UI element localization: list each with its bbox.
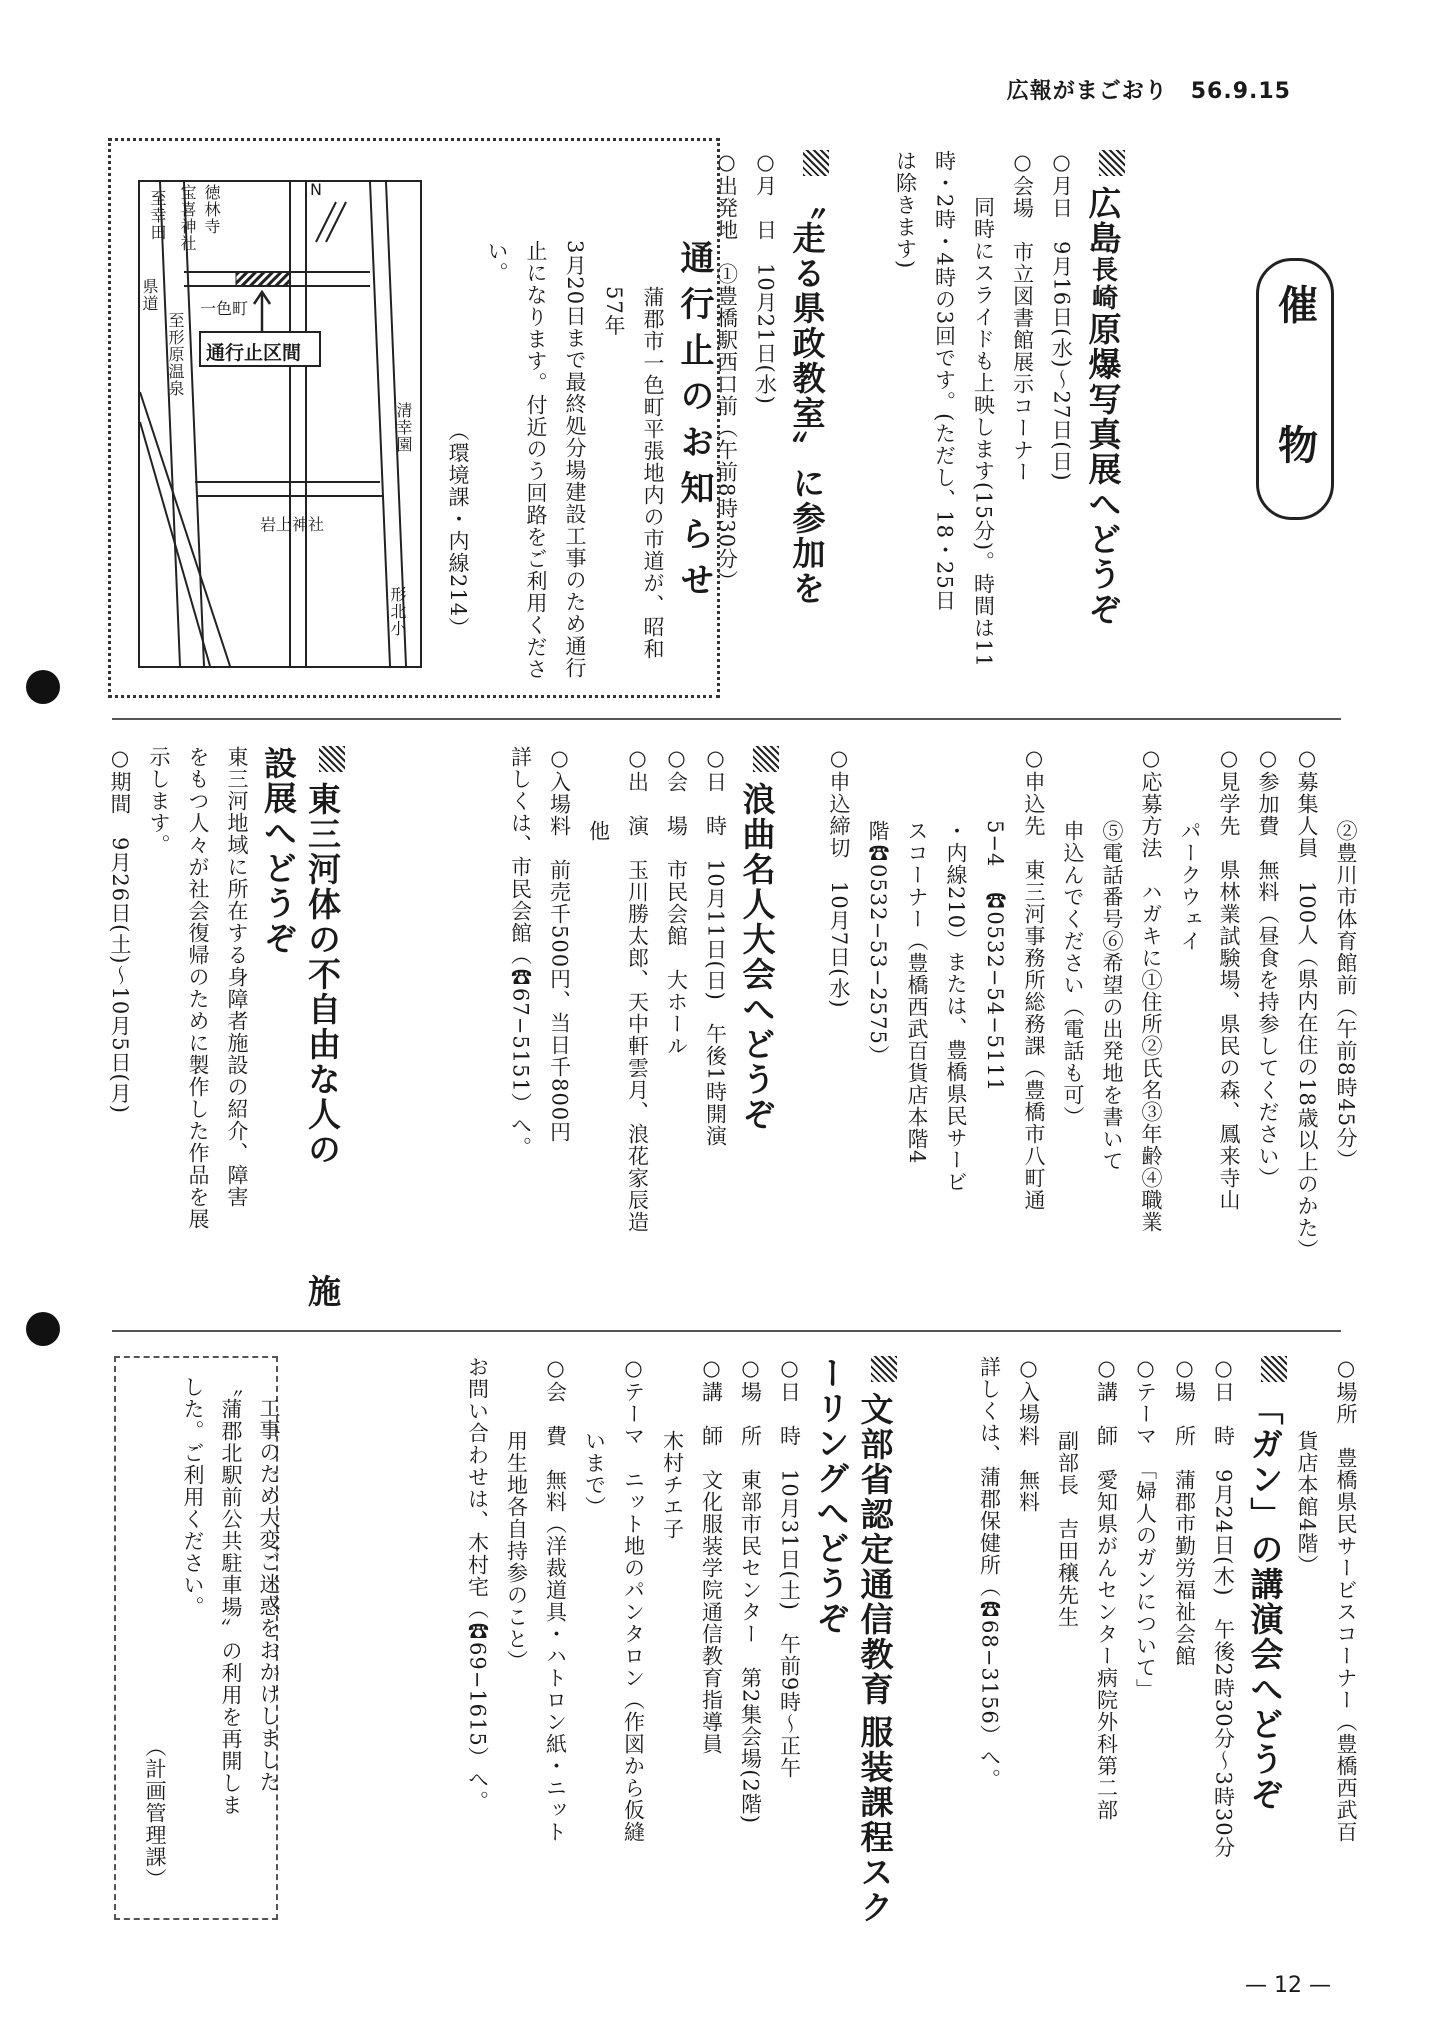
parking-line: した。ご利用ください。 — [181, 1376, 205, 1618]
map-seikouen: 清幸園 — [394, 402, 413, 453]
detail-line: ○見学先 県林業試験場、県民の森、鳳来寺山 — [1217, 746, 1241, 1211]
monbu-line: ○テーマ ニット地のパンタロン（作図から仮縫 — [621, 1356, 646, 1843]
roukyoku-line: ○会 場 市民会館 大ホール — [664, 746, 689, 1057]
genbaku-note: は除きます) — [893, 150, 918, 270]
binder-hole — [26, 1312, 60, 1346]
genbaku-note: 時・2時・4時の3回です。(ただし、18・25日 — [932, 150, 957, 612]
hashiru-detail — [819, 746, 1365, 1316]
gan-line: 詳しくは、蒲郡保健所（☎68−3156）へ。 — [977, 1356, 1002, 1791]
higashimikawa-title: 東三河体の不自由な人の — [303, 746, 342, 1167]
map-closed-section: 通行止区間 — [206, 342, 302, 364]
detail-line: スコーナー（豊橋西武百貨店本階4 — [905, 819, 929, 1164]
detail-line: ○申込締切 10月7日(水) — [827, 746, 851, 1009]
road-closure-line: 3月20日まで最終処分場建設工事のため通行 — [563, 240, 587, 680]
hatch-mark-icon — [1099, 150, 1125, 176]
higashimikawa-line: 示します。 — [147, 746, 171, 856]
detail-line: ・内線210）または、豊橋県民サービ — [944, 819, 968, 1193]
detail-line: 階☎0532−53−2575） — [866, 819, 890, 1067]
roukyoku-line: ○日 時 10月11日(日) 午後1時開演 — [703, 746, 728, 1148]
hatch-mark-icon — [1261, 1356, 1287, 1382]
gan-title: 「ガン」の講演会へどうぞ — [1246, 1356, 1285, 1812]
hatch-mark-icon — [753, 746, 779, 772]
map-to-katahara: 至形原温泉 — [166, 312, 185, 397]
detail-line: ○申込先 東三河事務所総務課（豊橋市八町通 — [1022, 746, 1046, 1211]
higashimikawa-line: 東三河地域に所在する身障者施設の紹介、障害 — [225, 746, 249, 1208]
genbaku-article — [886, 150, 1126, 705]
roukyoku-line: 詳しくは、市民会館（☎67−5151）へ。 — [508, 746, 533, 1159]
monbu-line: ○場 所 東部市民センター 第2集会場(2階) — [738, 1356, 763, 1825]
road-closure-line: 止になります。付近のう回路をご利用くださ — [524, 240, 548, 680]
higashimikawa-article — [100, 746, 345, 1316]
detail-line: ○募集人員 100人（県内在住の18歳以上のかた） — [1295, 746, 1319, 1261]
higashimikawa-line: ○期間 9月26日(土)〜10月5日(月) — [108, 746, 132, 1114]
monbu-title: 文部省認定通信教育 — [856, 1356, 895, 1707]
map-houki-shrine: 宝喜神社 — [178, 184, 197, 252]
map-katakita-school: 形北小 — [388, 586, 407, 637]
hatch-mark-icon — [871, 1356, 897, 1382]
map-kendou: 県道 — [140, 278, 159, 312]
detail-line: ○応募方法 ハガキに①住所②氏名③年齢④職業 — [1139, 746, 1163, 1233]
parking-contact: （計画管理課） — [143, 1736, 167, 1890]
monbu-line: 用生地各自持参のこと） — [504, 1429, 529, 1672]
parking-line: 〝蒲郡北駅前公共駐車場〟の利用を再開しま — [219, 1376, 243, 1816]
gan-line: ○入場料 無料 — [1016, 1356, 1041, 1513]
gan-line: ○場 所 蒲郡市勤労福祉会館 — [1172, 1356, 1197, 1667]
monbu-line: ○日 時 10月31日(土) 午前9時〜正午 — [777, 1356, 802, 1780]
hashiru-date: ○月 日 10月21日(水) — [753, 150, 778, 405]
monbu-title-2: 服装課程スクーリングへどうぞ — [811, 1356, 895, 1925]
parking-text — [136, 1376, 288, 1896]
gan-line: ○日 時 9月24日(木) 午後2時30分〜3時30分 — [1211, 1356, 1236, 1859]
detail-line: ⑤電話番号⑥希望の出発地を書いて — [1100, 819, 1124, 1172]
road-closure-contact: （環境課・内線214） — [446, 420, 470, 640]
hashiru-article — [707, 150, 830, 705]
monbu-line: お問い合わせは、木村宅（☎69−1615）へ。 — [465, 1356, 490, 1813]
roukyoku-line: ○出 演 玉川勝太郎、天中軒雲月、浪花家辰造 — [625, 746, 650, 1233]
detail-line: ②豊川市体育館前（午前8時45分） — [1334, 819, 1358, 1171]
hashiru-title: 〝走る県政教室〟に参加を — [788, 150, 827, 606]
map-north: N — [310, 180, 322, 199]
hatch-mark-icon — [319, 746, 345, 772]
higashimikawa-title-2: 施設展へどうぞ — [259, 746, 342, 1309]
hatch-mark-icon — [803, 150, 829, 176]
gan-line: ○講 師 愛知県がんセンター病院外科第二部 — [1094, 1356, 1119, 1821]
map-roads — [140, 182, 420, 666]
road-closure-line: い。 — [485, 240, 509, 284]
monbu-line: 木村チエ子 — [660, 1429, 685, 1540]
genbaku-title: 広島長崎原爆写真展へどうぞ — [1084, 150, 1123, 627]
road-closure-line: 蒲郡市一色町平張地内の市道が、昭和57年 — [602, 286, 665, 661]
page-header: 広報がまごおり 56.9.15 — [1006, 79, 1291, 104]
genbaku-date: ○月日 9月16日(水)〜27日(日) — [1049, 150, 1074, 482]
roukyoku-line: 他 — [586, 819, 611, 842]
map-isshiki: 一色町 — [200, 299, 249, 318]
genbaku-note: 同時にスライドも上映します(15分)。時間は11 — [971, 196, 996, 669]
roukyoku-line: ○入場料 前売千500円、当日千800円 — [547, 746, 572, 1144]
higashimikawa-line: をもつ人々が社会復帰のために製作した作品を展 — [186, 746, 210, 1230]
roukyoku-article — [501, 746, 780, 1316]
gan-line: 副部長 吉田穣先生 — [1055, 1429, 1080, 1628]
detail-line: パークウェイ — [1178, 819, 1202, 952]
detail-line: 申込んでください（電話も可） — [1061, 819, 1085, 1128]
section-divider — [112, 1330, 1341, 1332]
detail-line: 5−4 ☎0532−54−5111 — [983, 819, 1007, 1092]
monbu-line: いまで） — [582, 1429, 607, 1518]
monbu-article — [458, 1356, 898, 1956]
gan-pre-line: ○場所 豊橋県民サービスコーナー（豊橋西武百 — [1334, 1356, 1358, 1843]
section-divider — [112, 718, 1341, 720]
monbu-line: ○会 費 無料（洋裁道具・ハトロン紙・ニット — [543, 1356, 568, 1843]
page-number: — 12 — — [1245, 1973, 1331, 1998]
roukyoku-title: 浪曲名人大会へどうぞ — [738, 746, 777, 1132]
monbu-line: ○講 師 文化服装学院通信教育指導員 — [699, 1356, 724, 1755]
road-closure-map — [138, 180, 422, 668]
genbaku-venue: ○会場 市立図書館展示コーナー — [1010, 150, 1035, 483]
hashiru-departure: ○出発地 ①豊橋駅西口前（午前8時30分） — [714, 150, 739, 593]
gan-pre-line: 貨店本館4階） — [1295, 1429, 1319, 1576]
binder-hole — [26, 670, 60, 704]
parking-line: 工事のため大変ご迷惑をおかけしました — [257, 1397, 281, 1793]
road-closure-text — [438, 240, 716, 680]
map-iwagami-shrine: 岩上神社 — [260, 515, 325, 534]
map-to-kouda: 至幸田 — [148, 190, 167, 241]
map-tokurin-temple: 徳林寺 — [202, 184, 221, 235]
gan-article — [970, 1356, 1366, 1956]
category-badge: 催 物 — [1256, 258, 1334, 520]
road-closure-title: 通行止のお知らせ — [674, 240, 714, 608]
gan-line: ○テーマ 「婦人のガンについて」 — [1133, 1356, 1158, 1701]
detail-line: ○参加費 無料（昼食を持参してください） — [1256, 746, 1280, 1189]
